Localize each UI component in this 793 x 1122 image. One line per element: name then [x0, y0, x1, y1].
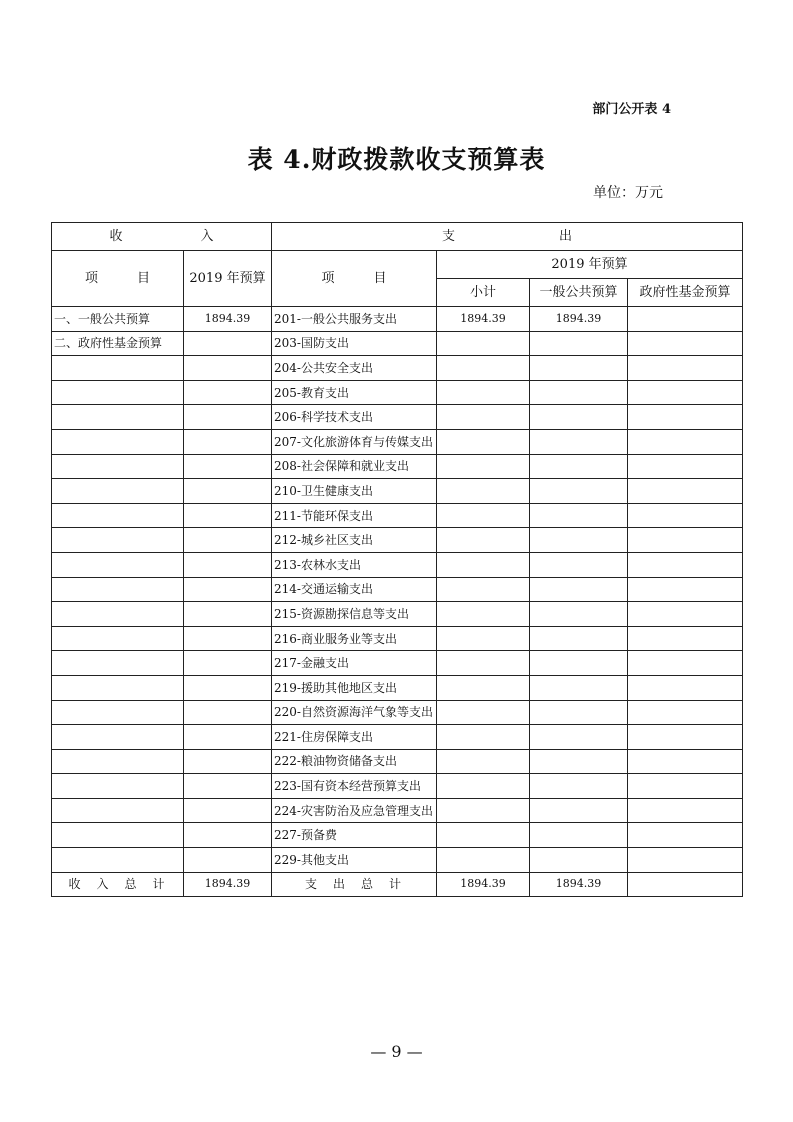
gov-fund-cell	[628, 675, 743, 700]
subtotal-cell	[437, 700, 530, 725]
table-row	[52, 380, 743, 405]
general-budget-cell	[530, 331, 628, 356]
fund-total-value	[628, 872, 743, 897]
general-budget-cell	[530, 725, 628, 750]
general-budget-cell	[530, 405, 628, 430]
expense-header: 支 出	[272, 223, 743, 251]
gov-fund-cell	[628, 823, 743, 848]
table-row	[52, 700, 743, 725]
table-row	[52, 331, 743, 356]
gov-fund-cell	[628, 307, 743, 332]
expense-item-cell: 212-城乡社区支出	[272, 528, 437, 553]
table-row	[52, 725, 743, 750]
general-budget-cell	[530, 798, 628, 823]
table-row	[52, 577, 743, 602]
subtotal-cell	[437, 823, 530, 848]
table-row	[52, 675, 743, 700]
income-value-cell	[184, 774, 272, 799]
income-value-cell	[184, 651, 272, 676]
subtotal-cell	[437, 749, 530, 774]
expense-item-cell: 211-节能环保支出	[272, 503, 437, 528]
table-row	[52, 798, 743, 823]
income-item-cell	[52, 380, 184, 405]
income-item-cell	[52, 675, 184, 700]
subtotal-cell	[437, 454, 530, 479]
income-item-cell	[52, 552, 184, 577]
expense-item-header: 项 目	[272, 251, 437, 307]
subtotal-cell: 1894.39	[437, 307, 530, 332]
subtotal-cell	[437, 405, 530, 430]
income-header: 收 入	[52, 223, 272, 251]
budget-table	[51, 222, 743, 897]
table-row	[52, 823, 743, 848]
general-budget-cell	[530, 651, 628, 676]
income-value-cell	[184, 454, 272, 479]
subtotal-cell	[437, 798, 530, 823]
income-value-cell: 1894.39	[184, 307, 272, 332]
gov-fund-cell	[628, 848, 743, 873]
expense-item-cell: 214-交通运输支出	[272, 577, 437, 602]
gov-fund-cell	[628, 749, 743, 774]
income-value-cell	[184, 626, 272, 651]
income-item-cell	[52, 749, 184, 774]
expense-item-cell: 213-农林水支出	[272, 552, 437, 577]
gov-fund-cell	[628, 528, 743, 553]
expense-item-cell: 229-其他支出	[272, 848, 437, 873]
expense-item-cell: 217-金融支出	[272, 651, 437, 676]
expense-item-cell: 215-资源勘探信息等支出	[272, 602, 437, 627]
table-row	[52, 503, 743, 528]
income-item-cell: 二、政府性基金预算	[52, 331, 184, 356]
income-item-cell	[52, 429, 184, 454]
general-budget-cell	[530, 552, 628, 577]
subtotal-cell	[437, 356, 530, 381]
table-row	[52, 552, 743, 577]
subtotal-cell	[437, 602, 530, 627]
income-total-label: 收 入 总 计	[52, 872, 184, 897]
income-value-cell	[184, 823, 272, 848]
income-item-cell	[52, 651, 184, 676]
income-item-cell	[52, 528, 184, 553]
subtotal-cell	[437, 848, 530, 873]
gov-fund-cell	[628, 626, 743, 651]
expense-item-cell: 210-卫生健康支出	[272, 479, 437, 504]
subtotal-cell	[437, 774, 530, 799]
gov-fund-cell	[628, 725, 743, 750]
expense-item-cell: 220-自然资源海洋气象等支出	[272, 700, 437, 725]
table-row	[52, 848, 743, 873]
subtotal-cell	[437, 331, 530, 356]
income-value-cell	[184, 700, 272, 725]
page-number: — 9 —	[370, 1042, 423, 1061]
expense-item-cell: 221-住房保障支出	[272, 725, 437, 750]
general-budget-cell	[530, 429, 628, 454]
income-value-cell	[184, 798, 272, 823]
expense-item-cell: 205-教育支出	[272, 380, 437, 405]
income-value-cell	[184, 503, 272, 528]
expense-item-cell: 216-商业服务业等支出	[272, 626, 437, 651]
general-budget-cell	[530, 577, 628, 602]
dept-table-label: 部门公开表 4	[592, 102, 671, 117]
general-budget-cell	[530, 848, 628, 873]
gov-fund-cell	[628, 405, 743, 430]
general-budget-cell: 1894.39	[530, 307, 628, 332]
gov-fund-cell	[628, 479, 743, 504]
income-item-cell	[52, 479, 184, 504]
expense-total-label: 支 出 总 计	[272, 872, 437, 897]
income-item-cell	[52, 848, 184, 873]
general-budget-cell	[530, 626, 628, 651]
general-budget-cell	[530, 528, 628, 553]
gov-fund-cell	[628, 380, 743, 405]
gov-fund-cell	[628, 651, 743, 676]
gov-fund-cell	[628, 429, 743, 454]
table-row	[52, 405, 743, 430]
income-item-cell	[52, 725, 184, 750]
income-item-header: 项 目	[52, 251, 184, 307]
table-row	[52, 528, 743, 553]
income-budget-header: 2019 年预算	[184, 251, 272, 307]
general-budget-header: 一般公共预算	[530, 279, 628, 307]
gov-fund-cell	[628, 700, 743, 725]
table-row	[52, 307, 743, 332]
subtotal-cell	[437, 552, 530, 577]
total-row	[52, 872, 743, 897]
income-item-cell: 一、一般公共预算	[52, 307, 184, 332]
income-value-cell	[184, 749, 272, 774]
table-row	[52, 454, 743, 479]
income-total-value: 1894.39	[184, 872, 272, 897]
gov-fund-cell	[628, 577, 743, 602]
income-item-cell	[52, 454, 184, 479]
gov-fund-cell	[628, 331, 743, 356]
gov-fund-cell	[628, 503, 743, 528]
subtotal-cell	[437, 651, 530, 676]
expense-item-cell: 201-一般公共服务支出	[272, 307, 437, 332]
income-value-cell	[184, 552, 272, 577]
expense-item-cell: 208-社会保障和就业支出	[272, 454, 437, 479]
gov-fund-cell	[628, 602, 743, 627]
income-value-cell	[184, 602, 272, 627]
income-value-cell	[184, 380, 272, 405]
subtotal-cell	[437, 577, 530, 602]
general-budget-cell	[530, 503, 628, 528]
gov-fund-cell	[628, 356, 743, 381]
general-budget-cell	[530, 479, 628, 504]
expense-item-cell: 204-公共安全支出	[272, 356, 437, 381]
subtotal-cell	[437, 429, 530, 454]
expense-item-cell: 224-灾害防治及应急管理支出	[272, 798, 437, 823]
income-item-cell	[52, 798, 184, 823]
gov-fund-cell	[628, 798, 743, 823]
income-value-cell	[184, 725, 272, 750]
general-budget-cell	[530, 602, 628, 627]
subtotal-total-value: 1894.39	[437, 872, 530, 897]
income-item-cell	[52, 823, 184, 848]
expense-item-cell: 219-援助其他地区支出	[272, 675, 437, 700]
general-total-value: 1894.39	[530, 872, 628, 897]
expense-item-cell: 223-国有资本经营预算支出	[272, 774, 437, 799]
header-row-1	[52, 223, 743, 251]
subtotal-header: 小计	[437, 279, 530, 307]
subtotal-cell	[437, 380, 530, 405]
gov-fund-cell	[628, 552, 743, 577]
income-value-cell	[184, 331, 272, 356]
income-item-cell	[52, 626, 184, 651]
income-value-cell	[184, 429, 272, 454]
expense-budget-header: 2019 年预算	[437, 251, 743, 279]
header-row-2	[52, 251, 743, 279]
subtotal-cell	[437, 725, 530, 750]
general-budget-cell	[530, 454, 628, 479]
gov-fund-cell	[628, 774, 743, 799]
subtotal-cell	[437, 528, 530, 553]
income-item-cell	[52, 602, 184, 627]
table-row	[52, 602, 743, 627]
general-budget-cell	[530, 823, 628, 848]
general-budget-cell	[530, 749, 628, 774]
table-row	[52, 429, 743, 454]
expense-item-cell: 207-文化旅游体育与传媒支出	[272, 429, 437, 454]
general-budget-cell	[530, 700, 628, 725]
general-budget-cell	[530, 675, 628, 700]
gov-fund-header: 政府性基金预算	[628, 279, 743, 307]
gov-fund-cell	[628, 454, 743, 479]
income-value-cell	[184, 405, 272, 430]
general-budget-cell	[530, 380, 628, 405]
expense-item-cell: 203-国防支出	[272, 331, 437, 356]
page-title: 表 4.财政拨款收支预算表	[247, 145, 546, 174]
income-value-cell	[184, 479, 272, 504]
income-value-cell	[184, 675, 272, 700]
income-item-cell	[52, 774, 184, 799]
subtotal-cell	[437, 675, 530, 700]
income-item-cell	[52, 700, 184, 725]
table-row	[52, 774, 743, 799]
income-value-cell	[184, 577, 272, 602]
budget-table-body	[52, 223, 743, 897]
income-item-cell	[52, 577, 184, 602]
expense-item-cell: 227-预备费	[272, 823, 437, 848]
table-row	[52, 356, 743, 381]
unit-label: 单位：万元	[593, 185, 663, 201]
income-value-cell	[184, 848, 272, 873]
income-item-cell	[52, 405, 184, 430]
general-budget-cell	[530, 356, 628, 381]
income-value-cell	[184, 528, 272, 553]
general-budget-cell	[530, 774, 628, 799]
income-value-cell	[184, 356, 272, 381]
table-row	[52, 479, 743, 504]
income-item-cell	[52, 356, 184, 381]
expense-item-cell: 222-粮油物资储备支出	[272, 749, 437, 774]
table-row	[52, 651, 743, 676]
subtotal-cell	[437, 626, 530, 651]
subtotal-cell	[437, 479, 530, 504]
income-item-cell	[52, 503, 184, 528]
subtotal-cell	[437, 503, 530, 528]
table-row	[52, 749, 743, 774]
expense-item-cell: 206-科学技术支出	[272, 405, 437, 430]
table-row	[52, 626, 743, 651]
